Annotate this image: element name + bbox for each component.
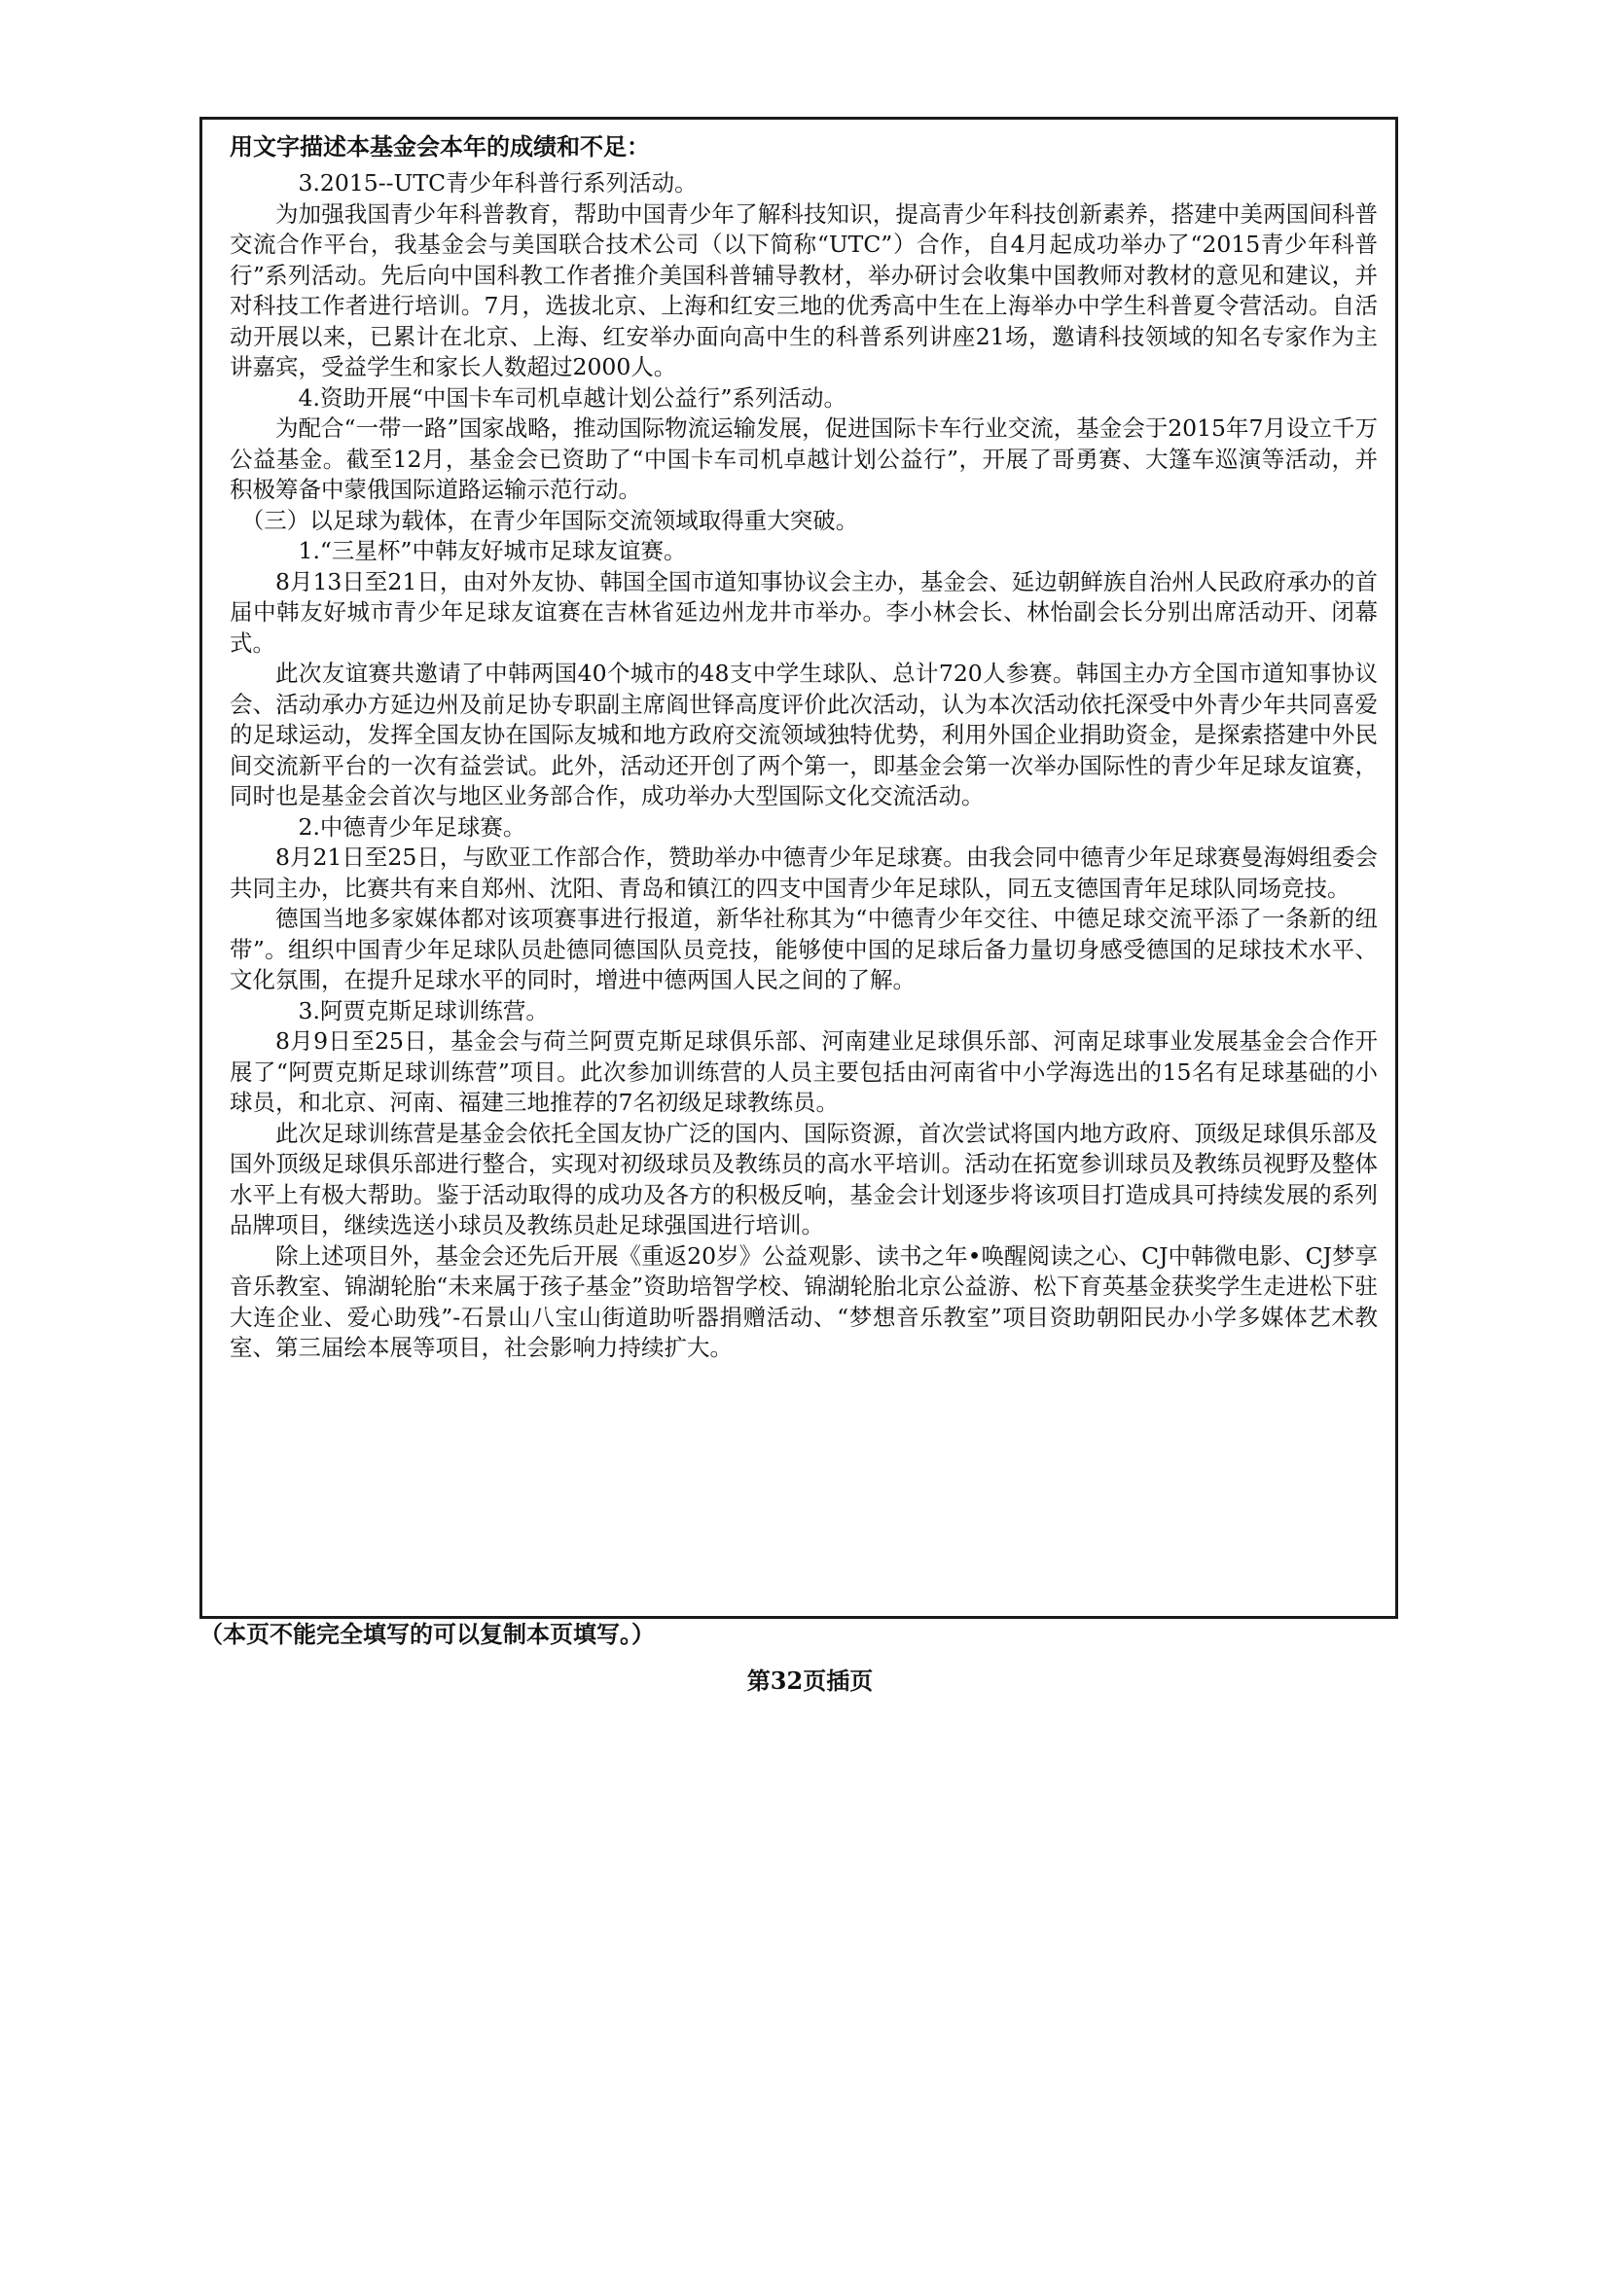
paragraph: 3.2015--UTC青少年科普行系列活动。	[298, 169, 698, 197]
paragraph: （三）以足球为载体，在青少年国际交流领域取得重大突破。	[240, 506, 859, 534]
paragraph: 3.阿贾克斯足球训练营。	[298, 996, 549, 1024]
paragraph-list	[230, 168, 1378, 1364]
footer-note: （本页不能完全填写的可以复制本页填写。）	[199, 1620, 655, 1648]
paragraph: 德国当地多家媒体都对该项赛事进行报道，新华社称其为“中德青少年交往、中德足球交流平添了一条新的纽带”。组织中国青少年足球队员赴德同德国队员竞技，能够使中国的足球后备力量切身感受德国的足球技术水平、文化氛围，在提升足球水平的同时，增进中德两国人民之间的了解。	[230, 905, 1378, 993]
paragraph: 除上述项目外，基金会还先后开展《重返20岁》公益观影、读书之年•唤醒阅读之心、CJ中韩微电影、CJ梦享音乐教室、锦湖轮胎“未来属于孩子基金”资助培智学校、锦湖轮胎北京公益游、松下育英基金获奖学生走进松下驻大连企业、爱心助残”-石景山八宝山街道助听器捐赠活动、“梦想音乐教室”项目资助朝阳民办小学多媒体艺术教室、第三届绘本展等项目，社会影响力持续扩大。	[230, 1241, 1378, 1361]
paragraph: 1.“三星杯”中韩友好城市足球友谊赛。	[298, 537, 687, 564]
paragraph: 为配合“一带一路”国家战略，推动国际物流运输发展，促进国际卡车行业交流，基金会于2015年7月设立千万公益基金。截至12月，基金会已资助了“中国卡车司机卓越计划公益行”，开展了哥勇赛、大篷车巡演等活动，并积极筹备中蒙俄国际道路运输示范行动。	[230, 414, 1378, 503]
paragraph: 此次足球训练营是基金会依托全国友协广泛的国内、国际资源，首次尝试将国内地方政府、顶级足球俱乐部及国外顶级足球俱乐部进行整合，实现对初级球员及教练员的高水平培训。活动在拓宽参训球员及教练员视野及整体水平上有极大帮助。鉴于活动取得的成功及各方的积极反响，基金会计划逐步将该项目打造成具可持续发展的系列品牌项目，继续选送小球员及教练员赴足球强国进行培训。	[230, 1119, 1378, 1238]
page-number: 第32页插页	[746, 1667, 874, 1695]
paragraph: 8月9日至25日，基金会与荷兰阿贾克斯足球俱乐部、河南建业足球俱乐部、河南足球事业发展基金会合作开展了“阿贾克斯足球训练营”项目。此次参加训练营的人员主要包括由河南省中小学海选出的15名有足球基础的小球员，和北京、河南、福建三地推荐的7名初级足球教练员。	[230, 1027, 1378, 1116]
paragraph: 此次友谊赛共邀请了中韩两国40个城市的48支中学生球队、总计720人参赛。韩国主办方全国市道知事协议会、活动承办方延边州及前足协专职副主席阎世铎高度评价此次活动，认为本次活动依托深受中外青少年共同喜爱的足球运动，发挥全国友协在国际友城和地方政府交流领域独特优势，利用外国企业捐助资金，是探索搭建中外民间交流新平台的一次有益尝试。此外，活动还开创了两个第一，即基金会第一次举办国际性的青少年足球友谊赛，同时也是基金会首次与地区业务部合作，成功举办大型国际文化交流活动。	[230, 660, 1378, 809]
content-frame	[199, 117, 1398, 1619]
frame-heading: 用文字描述本基金会本年的成绩和不足：	[230, 132, 650, 161]
paragraph: 8月21日至25日，与欧亚工作部合作，赞助举办中德青少年足球赛。由我会同中德青少年足球赛曼海姆组委会共同主办，比赛共有来自郑州、沈阳、青岛和镇江的四支中国青少年足球队，同五支德国青年足球队同场竞技。	[230, 843, 1378, 902]
paragraph: 2.中德青少年足球赛。	[298, 812, 526, 841]
paragraph: 为加强我国青少年科普教育，帮助中国青少年了解科技知识，提高青少年科技创新素养，搭建中美两国间科普交流合作平台，我基金会与美国联合技术公司（以下简称“UTC”）合作，自4月起成功举办了“2015青少年科普行”系列活动。先后向中国科教工作者推介美国科普辅导教材，举办研讨会收集中国教师对教材的意见和建议，并对科技工作者进行培训。7月，选拔北京、上海和红安三地的优秀高中生在上海举办中学生科普夏令营活动。自活动开展以来，已累计在北京、上海、红安举办面向高中生的科普系列讲座21场，邀请科技领域的知名专家作为主讲嘉宾，受益学生和家长人数超过2000人。	[230, 199, 1378, 380]
paragraph: 8月13日至21日，由对外友协、韩国全国市道知事协议会主办，基金会、延边朝鲜族自治州人民政府承办的首届中韩友好城市青少年足球友谊赛在吉林省延边州龙井市举办。李小林会长、林怡副会长分别出席活动开、闭幕式。	[230, 567, 1378, 657]
paragraph: 4.资助开展“中国卡车司机卓越计划公益行”系列活动。	[298, 383, 846, 412]
